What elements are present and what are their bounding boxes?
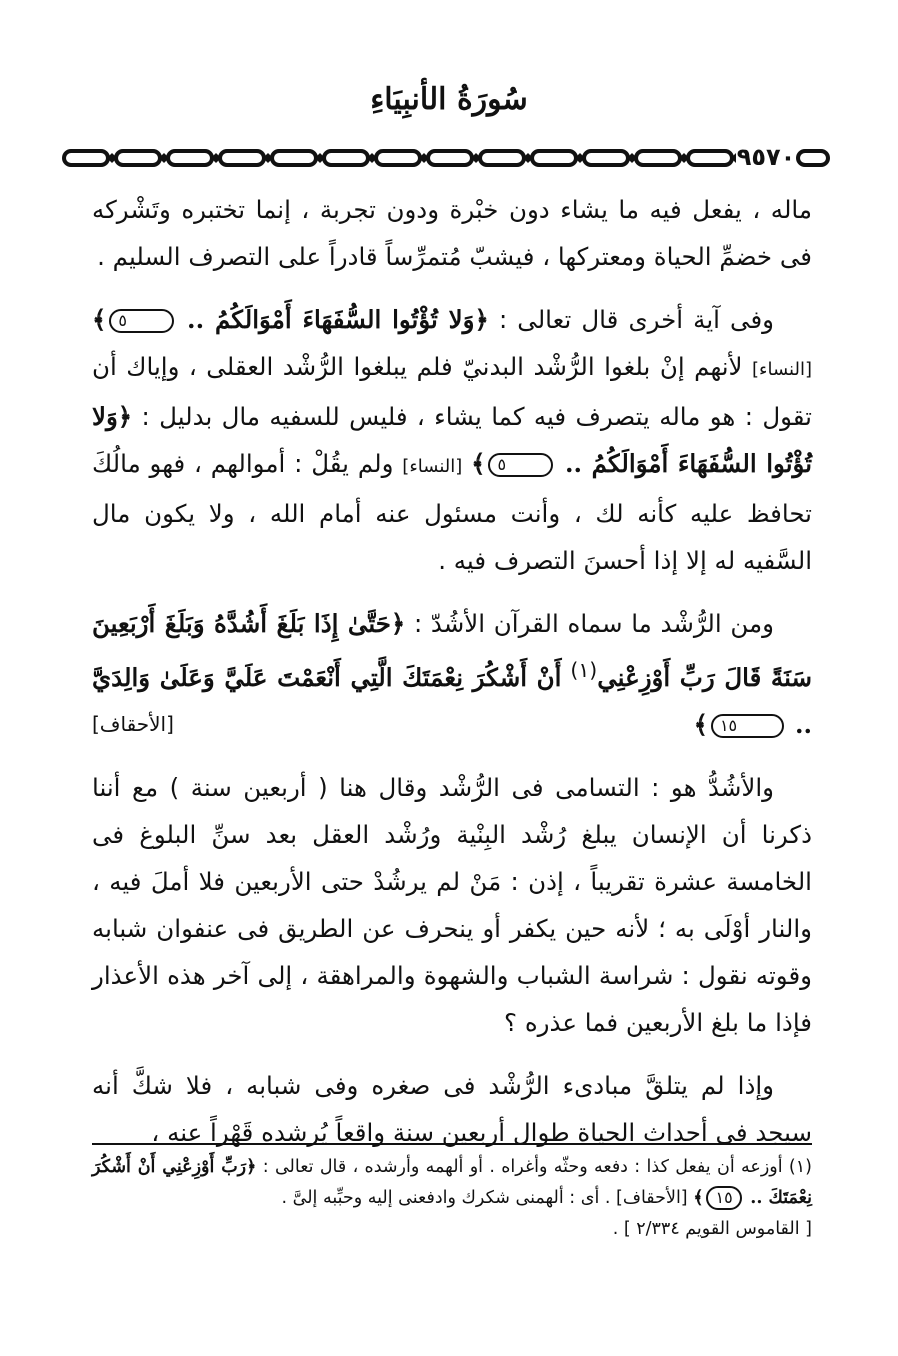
paragraph-text: ولم يقُلْ : أموالهم ، فهو مالُكَ تحافظ عليه كأنه لك ، وأنت مسئول عنه أمام الله ، ولا يكون مال السَّفيه له إلا إذا أحسنَ التصرف فيه .: [92, 449, 812, 575]
chain-link-icon: [64, 151, 108, 165]
chain-link-icon: [168, 151, 212, 165]
ayah-number-badge: ١٥: [711, 714, 784, 738]
chain-link-icon: [636, 151, 680, 165]
ayah-number-badge: ١٥: [706, 1186, 741, 1210]
chain-link-icon: [584, 151, 628, 165]
footnote-source: [ القاموس القويم ٢/٣٣٤ ] .: [612, 1219, 812, 1239]
decorative-chain-border: [62, 140, 832, 176]
chain-link-icon: [324, 151, 368, 165]
paragraph-1: [92, 186, 812, 280]
chain-link-icon: [798, 151, 828, 165]
paragraph-text: ماله ، يفعل فيه ما يشاء دون خبْرة ودون تجربة ، إنما تختبره وتَشْركه فى خضمِّ الحياة ومعتركها ، فيشبّ مُتمرِّساً قادراً على التصرف السليم .: [92, 195, 812, 271]
chain-ornament-icon: [62, 140, 832, 176]
surah-reference: [النساء]: [752, 359, 812, 380]
quran-verse: ﴿حَتَّىٰ إِذَا بَلَغَ أَشُدَّهُ وَبَلَغَ أَرْبَعِينَ سَنَةً قَالَ رَبِّ أَوْزِعْنِي: [92, 609, 812, 693]
paragraph-2: [92, 296, 812, 584]
footnote-text: (١) أوزعه أن يفعل كذا : دفعه وحثّه وأغراه . أو ألهمه وأرشده ، قال تعالى :: [262, 1157, 812, 1177]
verse-close-bracket: ﴾: [693, 710, 708, 740]
page-number: ٩٥٧٠: [736, 143, 796, 171]
footnote-divider: [92, 1143, 812, 1145]
paragraph-text: لأنهم إنْ بلغوا الرُّشْد البدنيّ فلم يبلغوا الرُّشْد العقلى ، وإياك أن تقول : هو ماله يتصرف فيه كما يشاء ، فليس للسفيه مال بدليل :: [92, 352, 812, 431]
quran-verse: ﴿وَلا تُؤْتُوا السُّفَهَاءَ أَمْوَالَكُمُ ..: [187, 305, 489, 334]
paragraph-text: والأشُدُّ هو : التسامى فى الرُّشْد وقال هنا ( أربعين سنة ) مع أننا ذكرنا أن الإنسان يبلغ رُشْد البِنْية ورُشْد العقل بعد سنِّ البلوغ فى الخامسة عشرة تقريباً ، إذن : مَنْ لم يرشُدْ حتى الأربعين فلا أملَ فيه ، والنار أوْلَى به ؛ لأنه حين يكفر أو ينحرف عن الطريق فى عنفوان شبابه وقوته نقول : شراسة الشباب والشهوة والمراهقة ، إلى آخر هذه الأعذار فإذا ما بلغ الأربعين فما عذره ؟: [92, 773, 812, 1038]
chain-link-icon: [480, 151, 524, 165]
chain-link-icon: [428, 151, 472, 165]
chain-link-icon: [688, 151, 732, 165]
surah-reference: [النساء]: [402, 456, 463, 477]
footnote-text: [الأحقاف] . أى : ألهمنى شكرك وادفعنى إليه وحبِّبه إلىَّ .: [281, 1188, 688, 1208]
surah-reference: [الأحقاف]: [92, 712, 174, 737]
paragraph-text: وفى آية أخرى قال تعالى :: [498, 305, 774, 334]
paragraph-text: ومن الرُّشْد ما سماه القرآن الأشُدّ :: [413, 609, 774, 638]
paragraph-3: [92, 600, 812, 748]
ayah-number-badge: ٥: [488, 453, 553, 477]
verse-close-bracket: ﴾: [92, 305, 107, 334]
page-body: [92, 186, 812, 1172]
chain-link-icon: [220, 151, 264, 165]
surah-title: سُورَةُ الأنبِيَاءِ: [370, 82, 528, 117]
footnote-marker: (١): [570, 658, 598, 682]
verse-close-bracket: ﴾: [471, 449, 486, 478]
ayah-number-badge: ٥: [109, 309, 174, 333]
chain-link-icon: [116, 151, 160, 165]
quran-verse: ﴿وَلا تُؤْتُوا السُّفَهَاءَ أَمْوَالَكُمُ ..: [92, 402, 813, 478]
chain-link-icon: [272, 151, 316, 165]
chain-link-icon: [376, 151, 420, 165]
paragraph-4: [92, 764, 812, 1046]
paragraph-text: وإذا لم يتلقَّ مبادىء الرُّشْد فى صغره وفى شبابه ، فلا شكَّ أنه سيجد فى أحداث الحياة طوال أربعين سنة واقعاً يُرشده قَهْراً عنه ،: [92, 1071, 812, 1148]
chain-link-icon: [532, 151, 576, 165]
quran-verse: أَنْ أَشْكُرَ نِعْمَتَكَ الَّتِي أَنْعَمْتَ عَلَيَّ وَعَلَىٰ وَالِدَيَّ ..: [92, 663, 812, 740]
quran-verse: ﴿رَبِّ أَوْزِعْنِي أَنْ أَشْكُرَ نِعْمَتَكَ ..: [92, 1157, 812, 1208]
verse-close-bracket: ﴾: [693, 1188, 704, 1208]
footnote: [92, 1152, 812, 1245]
